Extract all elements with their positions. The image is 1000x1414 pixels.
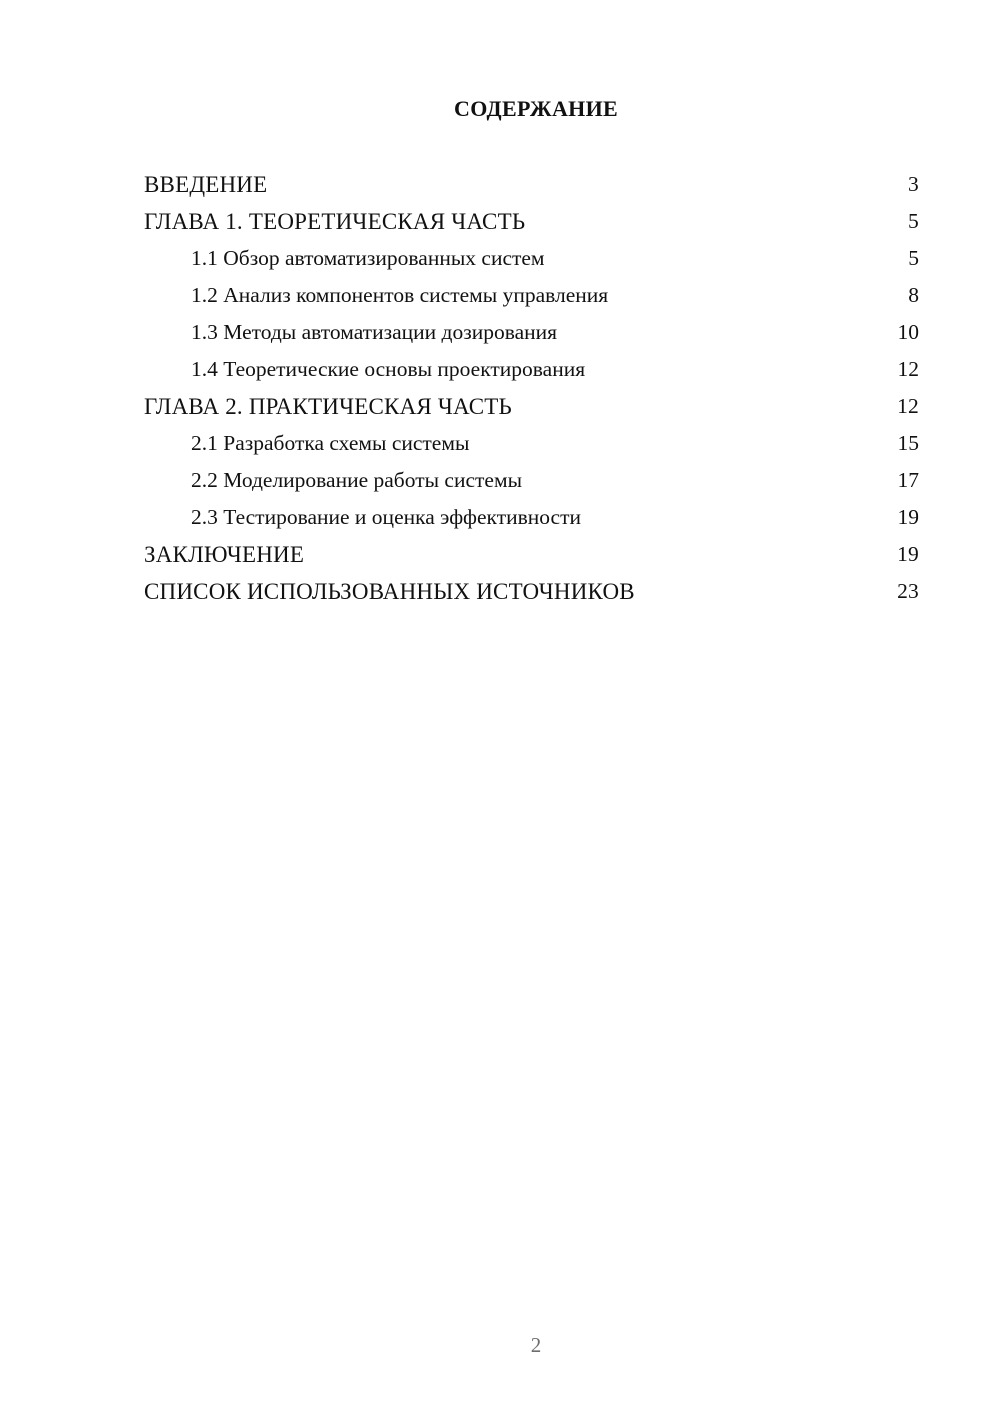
toc-entry-section-1-2[interactable] (144, 277, 919, 314)
toc-entry-section-1-1[interactable] (144, 240, 919, 277)
page-number: 2 (530, 1333, 542, 1357)
toc-entry-page: 12 (897, 394, 919, 418)
toc-entry-page: 5 (908, 209, 919, 233)
toc-entry-label: ЗАКЛЮЧЕНИЕ (144, 542, 305, 567)
toc-entry-label: СПИСОК ИСПОЛЬЗОВАННЫХ ИСТОЧНИКОВ (144, 579, 635, 604)
toc-entry-label: ВВЕДЕНИЕ (144, 172, 268, 197)
table-of-contents (144, 166, 919, 610)
toc-entry-section-2-2[interactable] (144, 462, 919, 499)
toc-entry-page: 15 (897, 431, 919, 455)
toc-entry-chapter-2[interactable] (144, 388, 919, 425)
toc-entry-section-2-1[interactable] (144, 425, 919, 462)
toc-entry-label: 2.1 Разработка схемы системы (191, 431, 470, 455)
toc-entry-references[interactable] (144, 573, 919, 610)
toc-entry-page: 23 (897, 579, 919, 603)
toc-entry-page: 12 (897, 357, 919, 381)
toc-entry-page: 10 (897, 320, 919, 344)
toc-entry-label: 2.3 Тестирование и оценка эффективности (191, 505, 581, 529)
toc-entry-page: 5 (908, 246, 919, 270)
toc-entry-page: 17 (897, 468, 919, 492)
toc-title: СОДЕРЖАНИЕ (454, 96, 618, 121)
toc-entry-section-1-3[interactable] (144, 314, 919, 351)
toc-entry-section-1-4[interactable] (144, 351, 919, 388)
toc-entry-label: ГЛАВА 2. ПРАКТИЧЕСКАЯ ЧАСТЬ (144, 394, 512, 419)
toc-entry-chapter-1[interactable] (144, 203, 919, 240)
toc-entry-page: 8 (908, 283, 919, 307)
toc-entry-label: 2.2 Моделирование работы системы (191, 468, 523, 492)
toc-entry-label: 1.2 Анализ компонентов системы управления (191, 283, 609, 307)
toc-entry-label: 1.1 Обзор автоматизированных систем (191, 246, 545, 270)
toc-entry-label: ГЛАВА 1. ТЕОРЕТИЧЕСКАЯ ЧАСТЬ (144, 209, 526, 234)
toc-entry-page: 19 (897, 542, 919, 566)
toc-entry-section-2-3[interactable] (144, 499, 919, 536)
toc-entry-page: 3 (908, 172, 919, 196)
toc-entry-label: 1.3 Методы автоматизации дозирования (191, 320, 558, 344)
toc-entry-label: 1.4 Теоретические основы проектирования (191, 357, 586, 381)
toc-entry-page: 19 (897, 505, 919, 529)
toc-entry-introduction[interactable] (144, 166, 919, 203)
toc-entry-conclusion[interactable] (144, 536, 919, 573)
